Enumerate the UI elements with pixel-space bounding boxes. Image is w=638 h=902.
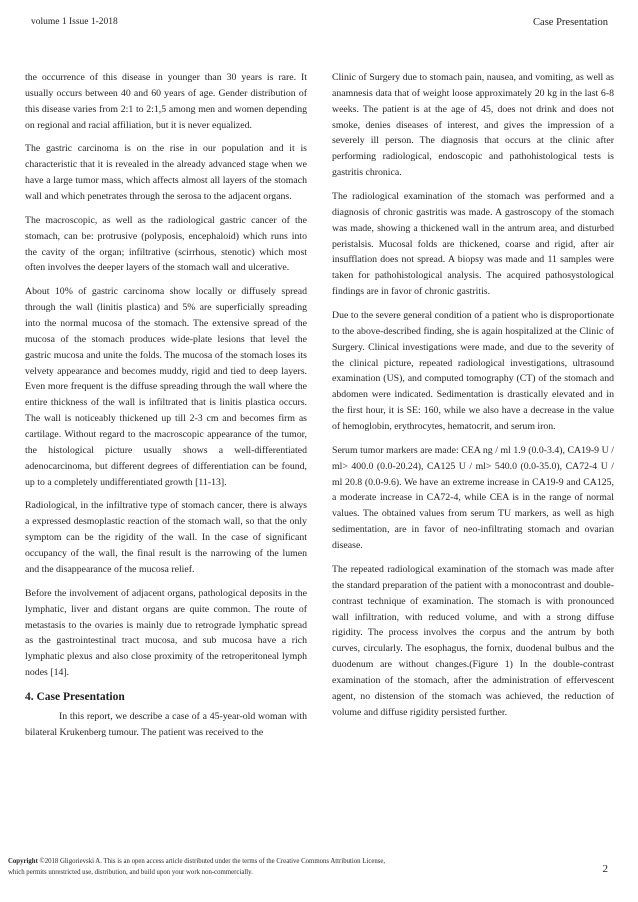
paragraph: The macroscopic, as well as the radiological gastric cancer of the stomach, can be: protrusive (polyposis, encephaloid) which runs into the cavity of the organ; infiltrative (scirrhous, stenotic) which most often involves the deeper layers of the stomach wall and ulcerative.: [25, 214, 307, 274]
paragraph: the occurrence of this disease in younger than 30 years is rare. It usually occurs between 40 and 60 years of age. Gender distribution of this disease varies from 2:1 to 2:1,5 among men and women depending on regional and racial affiliation, but it is never equalized.: [25, 72, 307, 131]
paragraph: In this report, we describe a case of a 45-year-old woman with bilateral Krukenberg tumour. The patient was received to the: [25, 711, 307, 738]
right-column: [332, 70, 614, 729]
copyright-text: ©2018 Gligorievski A. This is an open access article distributed under the terms of the Creative Commons Attribution License,: [39, 858, 386, 865]
left-column: [25, 70, 307, 749]
paragraph: Before the involvement of adjacent organs, pathological deposits in the lymphatic, liver and distant organs are quite common. The route of metastasis to the ovaries is mainly due to retrograde lymphatic spread as the gastrointestinal tract mucosa, and sub mucosa have a rich lymphatic plexus and also close proximity of the retroperitoneal lymph nodes [14].: [25, 587, 307, 679]
paragraph: Radiological, in the infiltrative type of stomach cancer, there is always a expressed desmoplastic reaction of the stomach wall, so that the only symptom can be the rigidity of the wall. In the case of significant occupancy of the wall, the final result is the narrowing of the lumen and the disappearance of the mucosa relief.: [25, 500, 307, 575]
section-heading: 4. Case Presentation: [25, 690, 125, 703]
paragraph: The radiological examination of the stomach was performed and a diagnosis of chronic gastritis was made. A gastroscopy of the stomach was made, showing a thickened wall in the antrum area, and disturbed peristalsis. Mucosal folds are thickened, coarse and rigid, after air insufflation does not spread. A biopsy was made and 11 samples were taken for pathohistological analysis. The acquired pathosystological findings are in favor of chronic gastritis.: [332, 191, 614, 298]
paragraph: The repeated radiological examination of the stomach was made after the standard preparation of the patient with a monocontrast and double-contrast technique of examination. The stomach is with pronounced wall infiltration, with reduced volume, and with a strong diffuse rigidity. The process involves the corpus and the antrum by both curves, circularly. The esophagus, the fornix, duodenal bulbus and the duodenum are without changes.(Figure 1) In the double-contrast examination of the stomach, after the administration of effervescent agent, no distension of the stomach was achieved, the reduction of volume and diffuse rigidity persisted further.: [332, 563, 614, 718]
paragraph: About 10% of gastric carcinoma show locally or diffusely spread through the wall (linitis plastica) and 5% are superficially spreading into the normal mucosa of the stomach. The extensive spread of the mucosa of the stomach produces wide-plate lesions that level the gastric mucosa and unite the folds. The mucosa of the stomach loses its velvety appearance and becomes muddy, rigid and tied to deep layers. Even more frequent is the diffuse spreading through the wall where the entire thickness of the wall is infiltrated that is linitis plastica occurs. The wall is noticeably thickened up till 2-3 cm and becomes firm as cartilage. Without regard to the macroscopic appearance of the tumor, the histological picture usually shows a well-differentiated adenocarcinoma, but different degrees of differentiation can be found, up to a completely undifferentiated growth [11-13].: [25, 286, 307, 488]
license-text: which permits unrestricted use, distribution, and build upon your work non-commercially.: [8, 869, 253, 877]
copyright-footer: [8, 856, 528, 878]
paragraph: Clinic of Surgery due to stomach pain, nausea, and vomiting, as well as anamnesis data that of weight loose approximately 20 kg in the last 6-8 weeks. The patient is at the age of 45, does not drink and does not smoke, denies diseases of interest, and gives the impression of a severely ill person. The diagnosis that occurs at the clinic after performing radiological, endoscopic and pathohistological tests is gastritis chronica.: [332, 72, 614, 179]
paragraph: Due to the severe general condition of a patient who is disproportionate to the above-described finding, she is again hospitalized at the Clinic of Surgery. Clinical investigations were made, and due to the severity of the clinical picture, repeated radiological investigations, ultrasound examination (US), and computed tomography (CT) of the stomach and abdomen were indicated. Sedimentation is drastically elevated and in the first hour, it is SE: 160, while we also have a decrease in the value of hemoglobin, erythrocytes, hematocrit, and serum iron.: [332, 310, 614, 433]
paragraph: The gastric carcinoma is on the rise in our population and it is characteristic that it is revealed in the already advanced stage when we have a large tumor mass, which affects almost all layers of the stomach wall and which penetrates through the serosa to the adjacent organs.: [25, 143, 307, 203]
paragraph: Serum tumor markers are made: CEA ng / ml 1.9 (0.0-3.4), CA19-9 U / ml> 400.0 (0.0-20.24), CA125 U / ml> 540.0 (0.0-35.0), CA72-4 U / ml 20.8 (0.0-9.6). We have an extreme increase in CA19-9 and CA125, a moderate increase in CA72-4, while CEA is in the range of normal values. The obtained values from serum TU markers, as well as high sedimentation, are in favor of neo-infiltrating stomach and ovarian disease.: [332, 444, 614, 552]
copyright-label: Copyright: [8, 858, 38, 865]
journal-volume: volume 1 Issue 1-2018: [31, 17, 118, 27]
section-title: Case Presentation: [533, 17, 608, 28]
page-number: 2: [602, 863, 608, 875]
